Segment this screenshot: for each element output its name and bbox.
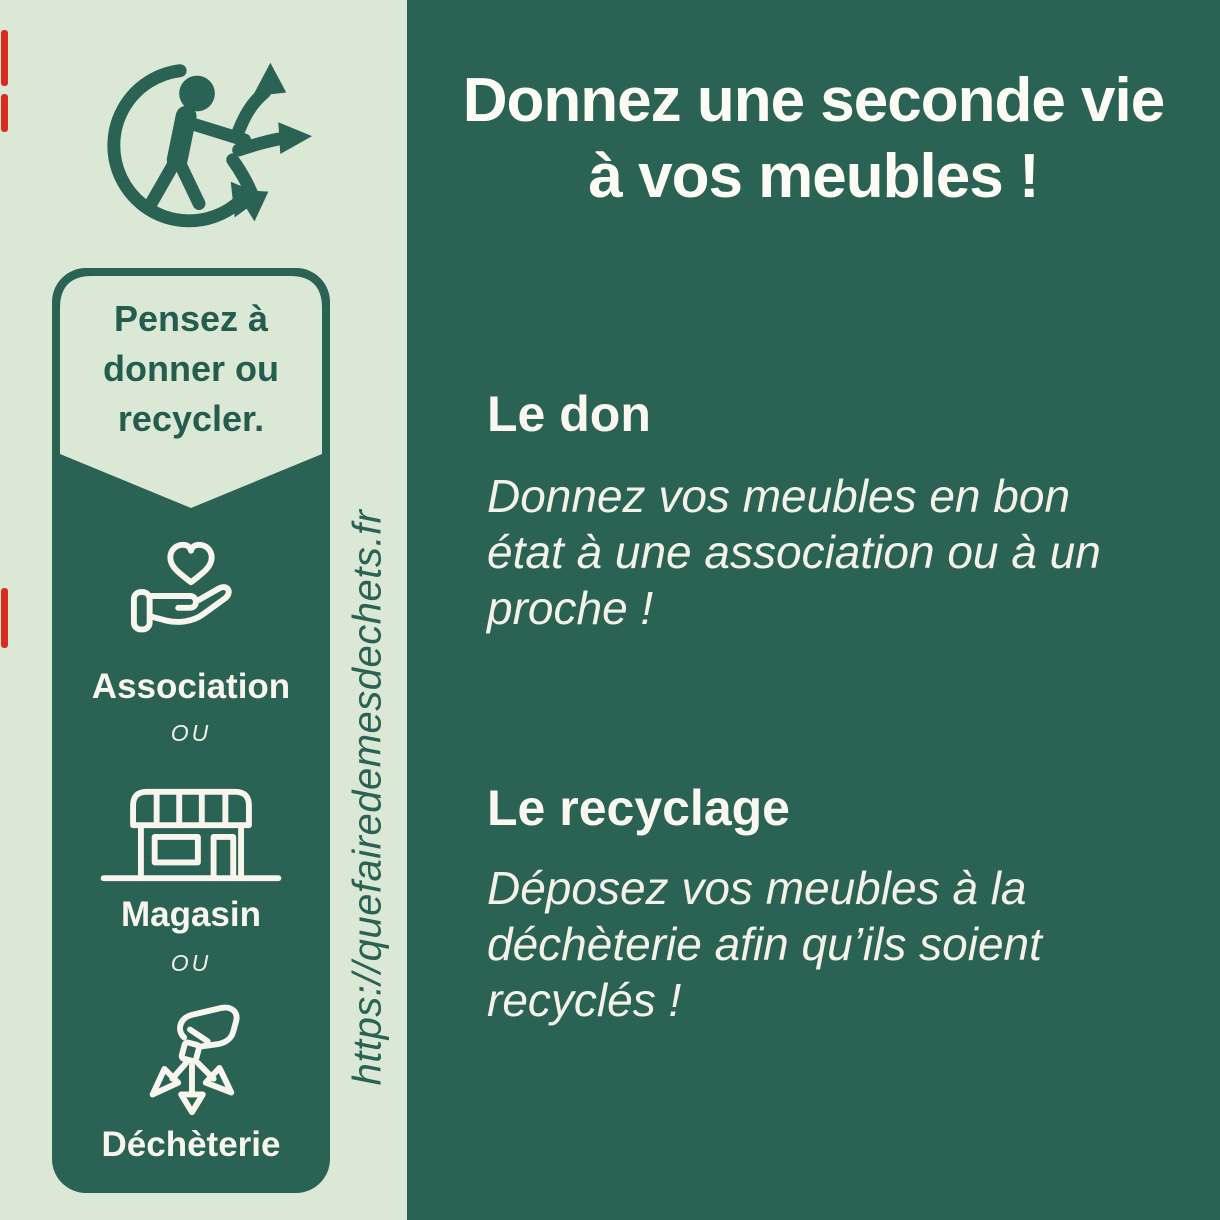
section-recyclage-heading: Le recyclage: [487, 780, 790, 836]
page-title-line-2: à vos meubles !: [588, 142, 1039, 211]
red-edge-mark: [1, 30, 8, 86]
option-label-decheterie: Déchèterie: [101, 1125, 281, 1164]
don-body-line: proche !: [487, 582, 654, 634]
red-edge-mark: [1, 588, 8, 648]
section-don-body: [487, 468, 1180, 636]
pledge-banner-text: Pensez à donner ou recycler.: [103, 298, 279, 439]
don-body-line: état à une association ou à un: [487, 526, 1101, 578]
section-recyclage-body: [487, 860, 1180, 1028]
main-panel: [407, 0, 1220, 1220]
section-don: [487, 388, 1170, 440]
separator-ou: OU: [170, 720, 212, 746]
red-edge-mark: [1, 94, 8, 132]
triman-recycling-logo-icon: [86, 44, 314, 250]
recyclage-body-line: recyclés !: [487, 974, 682, 1026]
recyclage-body-line: Déposez vos meubles à la: [487, 862, 1027, 914]
don-body-line: Donnez vos meubles en bon: [487, 470, 1071, 522]
website-url-text: https://quefairedemesdechets.fr: [345, 509, 390, 1085]
website-url-vertical: [330, 486, 406, 1108]
options-column: [52, 268, 330, 1193]
heart-in-hand-icon: [127, 536, 255, 656]
section-recyclage: [487, 782, 1170, 834]
page-title-line-1: Donnez une seconde vie: [462, 66, 1165, 135]
separator-ou: OU: [170, 950, 212, 976]
page-title: [407, 63, 1220, 215]
recyclage-body-line: déchèterie afin qu’ils soient: [487, 918, 1042, 970]
waste-sorting-icon: [126, 1004, 256, 1122]
option-label-association: Association: [91, 667, 291, 706]
option-label-magasin: Magasin: [120, 895, 262, 934]
section-don-heading: Le don: [487, 386, 651, 442]
storefront-icon: [96, 780, 286, 888]
